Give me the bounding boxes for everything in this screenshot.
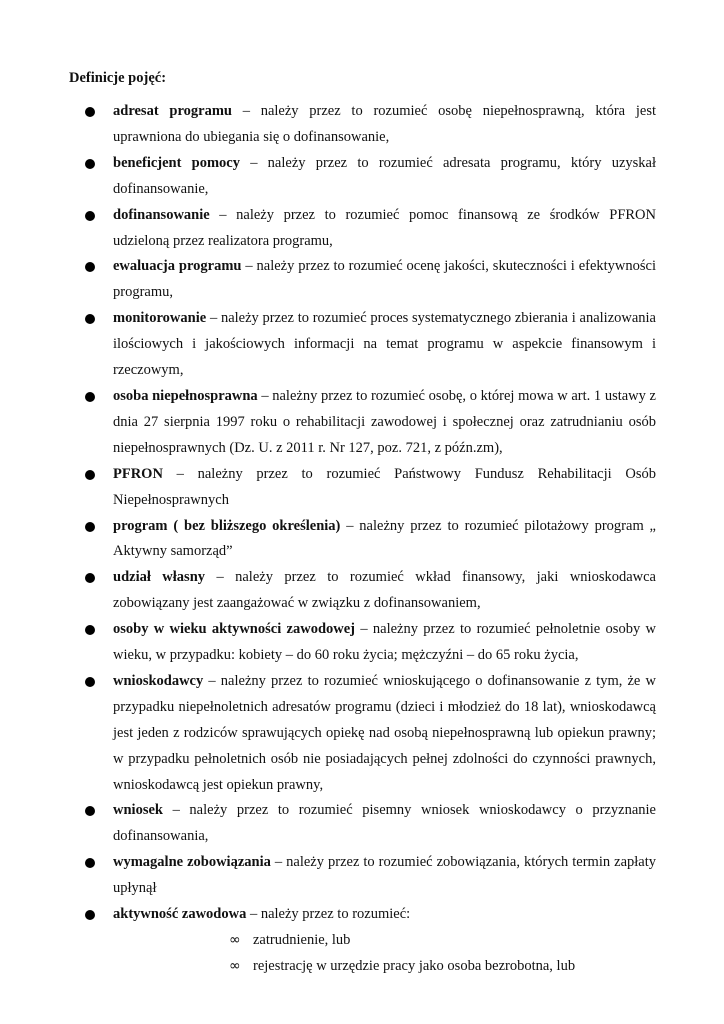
definition-item (0, 902, 724, 980)
sub-list (113, 928, 656, 980)
definition-text: – należny przez to rozumieć Państwowy Fundusz Rehabilitacji Osób Niepełnosprawnych (113, 465, 656, 508)
definition-item (0, 565, 724, 617)
bullet-icon (85, 159, 95, 169)
bullet-icon (85, 470, 95, 480)
definition-term: wnioskodawcy (113, 672, 204, 689)
definition-text: – należy przez to rozumieć zobowiązania, których termin zapłaty upłynął (113, 854, 656, 897)
bullet-icon (85, 806, 95, 816)
definition-item (0, 669, 724, 799)
sub-list-item (113, 928, 656, 954)
bullet-icon (85, 858, 95, 868)
definition-text: – należny przez to rozumieć pełnoletnie osoby w wieku, w przypadku: kobiety – do 60 roku życia; mężczyźni – do 65 roku życia, (113, 621, 656, 664)
bullet-icon (85, 522, 95, 532)
infinity-bullet-icon: ∞ (229, 957, 241, 974)
definition-text: – należny przez to rozumieć pilotażowy program „ Aktywny samorząd” (113, 517, 656, 560)
definition-item (0, 850, 724, 902)
bullet-icon (85, 314, 95, 324)
definition-term: dofinansowanie (113, 206, 210, 223)
bullet-icon (85, 573, 95, 583)
bullet-icon (85, 107, 95, 117)
bullet-icon (85, 677, 95, 687)
sub-item-text: rejestrację w urzędzie pracy jako osoba bezrobotna, lub (253, 957, 576, 974)
bullet-icon (85, 392, 95, 402)
definition-text: – należy przez to rozumieć: (246, 906, 411, 923)
bullet-icon (85, 211, 95, 221)
definition-term: beneficjent pomocy (113, 154, 240, 171)
definition-item (0, 306, 724, 384)
definition-item (0, 384, 724, 462)
definition-item (0, 462, 724, 514)
definition-term: osoba niepełnosprawna (113, 387, 258, 404)
definition-term: aktywność zawodowa (113, 906, 247, 923)
definition-item (0, 798, 724, 850)
definition-text: – należy przez to rozumieć proces systematycznego zbierania i analizowania ilościowych i jakościowych informacji na temat programu w aspekcie finansowym i rzeczowym, (113, 310, 656, 379)
bullet-icon (85, 625, 95, 635)
definition-term: adresat programu (113, 103, 232, 119)
definition-text: – należny przez to rozumieć osobę, o której mowa w art. 1 ustawy z dnia 27 sierpnia 1997 roku o rehabilitacji zawodowej i społecznej oraz zatrudnianiu osób niepełnosprawnych (Dz. U. z 2011 r. Nr 127, poz. 721, z późn.zm), (113, 387, 656, 456)
definition-text: – należy przez to rozumieć ocenę jakości, skuteczności i efektywności programu, (113, 258, 656, 301)
bullet-icon (85, 910, 95, 920)
bullet-icon (85, 262, 95, 272)
sub-list-item (113, 954, 656, 980)
definition-text: – należny przez to rozumieć wnioskującego o dofinansowanie z tym, że w przypadku niepełnoletnich adresatów programu (dzieci i młodzież do 18 lat), wnioskodawcą jest jeden z rodziców sprawujących opiekę nad osobą niepełnosprawną lub opiekun prawny; w przypadku pełnoletnich osób nie posiadających pełnej zdolności do czynności prawnych, wnioskodawcą jest opiekun prawny, (113, 672, 656, 793)
definitions-list (0, 99, 724, 980)
definition-text: – należy przez to rozumieć wkład finansowy, jaki wnioskodawca zobowiązany jest zaangażować w związku z dofinansowaniem, (113, 569, 656, 612)
definition-text: – należy przez to rozumieć pisemny wniosek wnioskodawcy o przyznanie dofinansowania, (113, 802, 656, 845)
definition-item (0, 99, 724, 151)
definition-term: PFRON (113, 465, 163, 482)
page-heading: Definicje pojęć: (69, 70, 167, 86)
infinity-bullet-icon: ∞ (229, 932, 241, 948)
definition-item (0, 617, 724, 669)
definition-term: osoby w wieku aktywności zawodowej (113, 621, 355, 638)
definition-item (0, 254, 724, 306)
definition-term: wniosek (113, 802, 163, 819)
definition-term: program ( bez bliższego określenia) (113, 517, 341, 534)
definition-item (0, 514, 724, 566)
sub-item-text: zatrudnienie, lub (253, 932, 351, 948)
definition-text: – należy przez to rozumieć pomoc finansową ze środków PFRON udzieloną przez realizatora programu, (113, 206, 656, 249)
definition-term: ewaluacja programu (113, 258, 242, 275)
definition-item (0, 151, 724, 203)
definition-text: – należy przez to rozumieć adresata programu, który uzyskał dofinansowanie, (113, 154, 656, 197)
definition-text: – należy przez to rozumieć osobę niepełnosprawną, która jest uprawniona do ubiegania się o dofinansowanie, (113, 103, 656, 145)
definition-item (0, 203, 724, 255)
definition-term: monitorowanie (113, 310, 207, 327)
definition-term: udział własny (113, 569, 206, 586)
definition-term: wymagalne zobowiązania (113, 854, 271, 871)
